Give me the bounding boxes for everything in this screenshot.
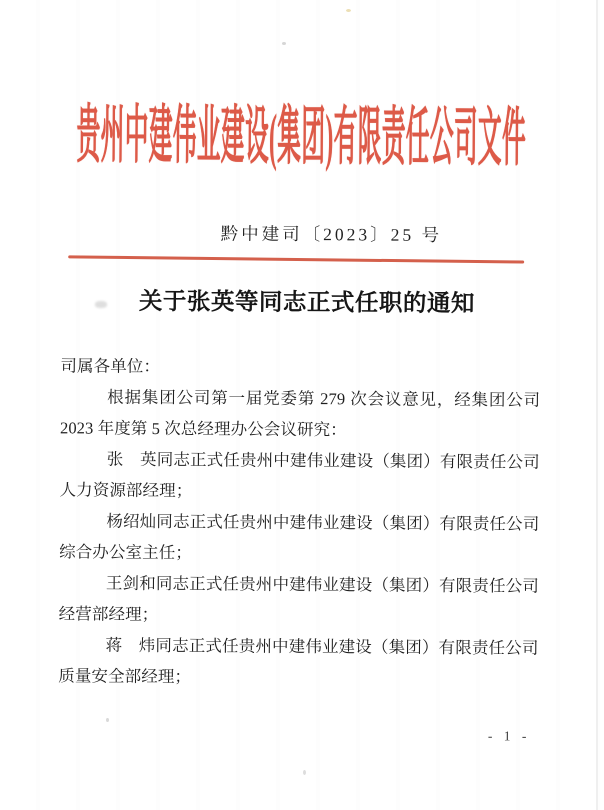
body-line-appointment-zhangying-1: 张 英同志正式任贵州中建伟业建设（集团）有限责任公司: [106, 449, 540, 472]
document-body: [58, 350, 540, 694]
body-line-appointment-wangjianhe-1: 王剑和同志正式任贵州中建伟业建设（集团）有限责任公司: [105, 573, 539, 596]
body-line-appointment-jiangwei-1: 蒋 炜同志正式任贵州中建伟业建设（集团）有限责任公司: [105, 635, 539, 658]
body-line-appointment-zhangying-2: 人力资源部经理；: [59, 480, 193, 501]
letterhead: [0, 99, 603, 174]
body-line-appointment-yangshaocan-2: 综合办公室主任；: [59, 542, 193, 563]
body-line-basis-1: 根据集团公司第一届党委第 279 次会议意见，经集团公司: [107, 387, 541, 410]
body-line-basis-2: 2023 年度第 5 次总经理办公会议研究：: [59, 418, 347, 440]
salutation-line: 司属各单位：: [60, 356, 161, 377]
document-number: 黔中建司〔2023〕25 号: [220, 223, 443, 245]
body-line-appointment-jiangwei-2: 质量安全部经理；: [58, 666, 192, 687]
document-title: 关于张英等同志正式任职的通知: [138, 287, 475, 317]
red-divider-line: [68, 255, 524, 263]
letterhead-org-title: 贵州中建伟业建设(集团)有限责任公司文件: [76, 99, 526, 174]
body-line-appointment-wangjianhe-2: 经营部经理；: [58, 604, 159, 625]
page-number: - 1 -: [487, 728, 531, 744]
body-line-appointment-yangshaocan-1: 杨绍灿同志正式任贵州中建伟业建设（集团）有限责任公司: [106, 511, 540, 534]
